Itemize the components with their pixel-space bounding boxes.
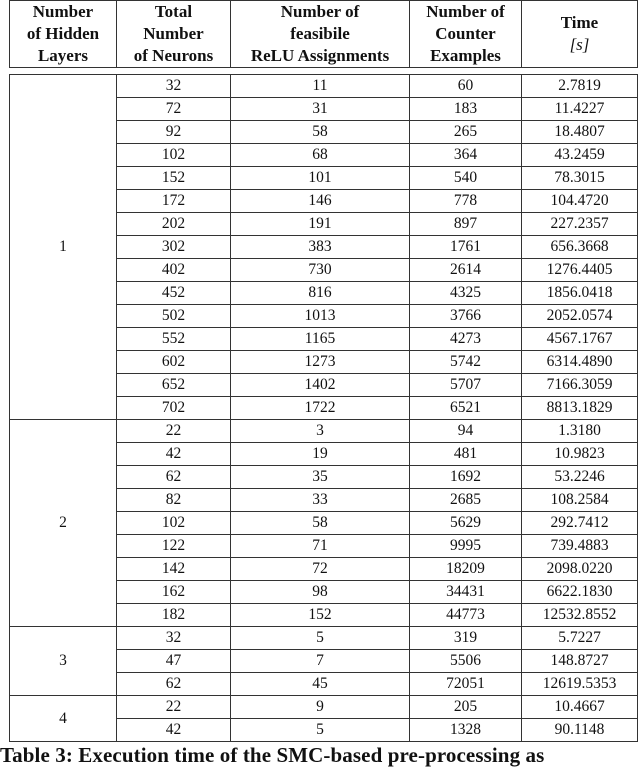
time-cell: 12619.5353 [522, 673, 638, 696]
counter-examples-cell: 44773 [410, 604, 522, 627]
relu-assignments-cell: 35 [231, 466, 410, 489]
neurons-cell: 32 [117, 627, 231, 650]
neurons-cell: 72 [117, 98, 231, 121]
time-cell: 2098.0220 [522, 558, 638, 581]
table-row [10, 696, 638, 719]
relu-assignments-cell: 1013 [231, 305, 410, 328]
hidden-layers-cell: 1 [10, 75, 117, 420]
time-cell: 104.4720 [522, 190, 638, 213]
header-time: Time [s] [522, 1, 638, 68]
hidden-layers-cell: 2 [10, 420, 117, 627]
relu-assignments-cell: 1273 [231, 351, 410, 374]
time-cell: 1276.4405 [522, 259, 638, 282]
counter-examples-cell: 60 [410, 75, 522, 98]
relu-assignments-cell: 152 [231, 604, 410, 627]
neurons-cell: 172 [117, 190, 231, 213]
time-cell: 739.4883 [522, 535, 638, 558]
time-cell: 7166.3059 [522, 374, 638, 397]
counter-examples-cell: 1692 [410, 466, 522, 489]
time-cell: 1856.0418 [522, 282, 638, 305]
neurons-cell: 552 [117, 328, 231, 351]
neurons-cell: 32 [117, 75, 231, 98]
relu-assignments-cell: 191 [231, 213, 410, 236]
neurons-cell: 42 [117, 719, 231, 742]
time-cell: 6314.4890 [522, 351, 638, 374]
neurons-cell: 502 [117, 305, 231, 328]
neurons-cell: 182 [117, 604, 231, 627]
time-cell: 656.3668 [522, 236, 638, 259]
relu-assignments-cell: 11 [231, 75, 410, 98]
counter-examples-cell: 5506 [410, 650, 522, 673]
time-cell: 8813.1829 [522, 397, 638, 420]
relu-assignments-cell: 19 [231, 443, 410, 466]
time-cell: 4567.1767 [522, 328, 638, 351]
counter-examples-cell: 481 [410, 443, 522, 466]
relu-assignments-cell: 31 [231, 98, 410, 121]
counter-examples-cell: 319 [410, 627, 522, 650]
time-cell: 78.3015 [522, 167, 638, 190]
neurons-cell: 47 [117, 650, 231, 673]
time-cell: 6622.1830 [522, 581, 638, 604]
counter-examples-cell: 364 [410, 144, 522, 167]
table-row [10, 420, 638, 443]
counter-examples-cell: 94 [410, 420, 522, 443]
counter-examples-cell: 1328 [410, 719, 522, 742]
counter-examples-cell: 3766 [410, 305, 522, 328]
counter-examples-cell: 9995 [410, 535, 522, 558]
table-header [9, 0, 638, 68]
counter-examples-cell: 778 [410, 190, 522, 213]
neurons-cell: 82 [117, 489, 231, 512]
time-cell: 227.2357 [522, 213, 638, 236]
neurons-cell: 702 [117, 397, 231, 420]
neurons-cell: 92 [117, 121, 231, 144]
table-row [10, 75, 638, 98]
header-total-neurons: Total Number of Neurons [117, 1, 231, 68]
time-cell: 1.3180 [522, 420, 638, 443]
relu-assignments-cell: 68 [231, 144, 410, 167]
counter-examples-cell: 265 [410, 121, 522, 144]
counter-examples-cell: 897 [410, 213, 522, 236]
counter-examples-cell: 6521 [410, 397, 522, 420]
relu-assignments-cell: 71 [231, 535, 410, 558]
table-row [10, 627, 638, 650]
neurons-cell: 302 [117, 236, 231, 259]
neurons-cell: 402 [117, 259, 231, 282]
relu-assignments-cell: 1722 [231, 397, 410, 420]
relu-assignments-cell: 383 [231, 236, 410, 259]
neurons-cell: 152 [117, 167, 231, 190]
time-cell: 10.9823 [522, 443, 638, 466]
counter-examples-cell: 1761 [410, 236, 522, 259]
relu-assignments-cell: 1402 [231, 374, 410, 397]
counter-examples-cell: 72051 [410, 673, 522, 696]
counter-examples-cell: 5742 [410, 351, 522, 374]
relu-assignments-cell: 730 [231, 259, 410, 282]
header-hidden-layers: Number of Hidden Layers [10, 1, 117, 68]
table-body [9, 74, 638, 742]
neurons-cell: 162 [117, 581, 231, 604]
relu-assignments-cell: 58 [231, 512, 410, 535]
counter-examples-cell: 2614 [410, 259, 522, 282]
relu-assignments-cell: 816 [231, 282, 410, 305]
counter-examples-cell: 4273 [410, 328, 522, 351]
relu-assignments-cell: 98 [231, 581, 410, 604]
neurons-cell: 42 [117, 443, 231, 466]
neurons-cell: 652 [117, 374, 231, 397]
table-caption: Table 3: Execution time of the SMC-based pre-processing as [0, 743, 545, 767]
time-cell: 43.2459 [522, 144, 638, 167]
time-cell: 148.8727 [522, 650, 638, 673]
counter-examples-cell: 183 [410, 98, 522, 121]
neurons-cell: 22 [117, 420, 231, 443]
time-cell: 292.7412 [522, 512, 638, 535]
neurons-cell: 452 [117, 282, 231, 305]
counter-examples-cell: 18209 [410, 558, 522, 581]
neurons-cell: 202 [117, 213, 231, 236]
header-counter-examples: Number of Counter Examples [410, 1, 522, 68]
counter-examples-cell: 34431 [410, 581, 522, 604]
relu-assignments-cell: 72 [231, 558, 410, 581]
relu-assignments-cell: 33 [231, 489, 410, 512]
time-cell: 108.2584 [522, 489, 638, 512]
relu-assignments-cell: 146 [231, 190, 410, 213]
counter-examples-cell: 5629 [410, 512, 522, 535]
relu-assignments-cell: 9 [231, 696, 410, 719]
neurons-cell: 102 [117, 144, 231, 167]
neurons-cell: 22 [117, 696, 231, 719]
relu-assignments-cell: 58 [231, 121, 410, 144]
counter-examples-cell: 4325 [410, 282, 522, 305]
time-cell: 2052.0574 [522, 305, 638, 328]
hidden-layers-cell: 4 [10, 696, 117, 742]
neurons-cell: 122 [117, 535, 231, 558]
time-cell: 5.7227 [522, 627, 638, 650]
time-cell: 11.4227 [522, 98, 638, 121]
counter-examples-cell: 5707 [410, 374, 522, 397]
relu-assignments-cell: 5 [231, 627, 410, 650]
neurons-cell: 62 [117, 673, 231, 696]
header-relu-assignments: Number of feasibile ReLU Assignments [231, 1, 410, 68]
neurons-cell: 602 [117, 351, 231, 374]
relu-assignments-cell: 5 [231, 719, 410, 742]
relu-assignments-cell: 3 [231, 420, 410, 443]
neurons-cell: 102 [117, 512, 231, 535]
time-cell: 18.4807 [522, 121, 638, 144]
relu-assignments-cell: 45 [231, 673, 410, 696]
time-cell: 90.1148 [522, 719, 638, 742]
time-cell: 10.4667 [522, 696, 638, 719]
counter-examples-cell: 540 [410, 167, 522, 190]
relu-assignments-cell: 7 [231, 650, 410, 673]
relu-assignments-cell: 101 [231, 167, 410, 190]
time-cell: 2.7819 [522, 75, 638, 98]
time-cell: 53.2246 [522, 466, 638, 489]
counter-examples-cell: 205 [410, 696, 522, 719]
neurons-cell: 62 [117, 466, 231, 489]
relu-assignments-cell: 1165 [231, 328, 410, 351]
counter-examples-cell: 2685 [410, 489, 522, 512]
header-row [10, 1, 638, 68]
hidden-layers-cell: 3 [10, 627, 117, 696]
time-cell: 12532.8552 [522, 604, 638, 627]
neurons-cell: 142 [117, 558, 231, 581]
